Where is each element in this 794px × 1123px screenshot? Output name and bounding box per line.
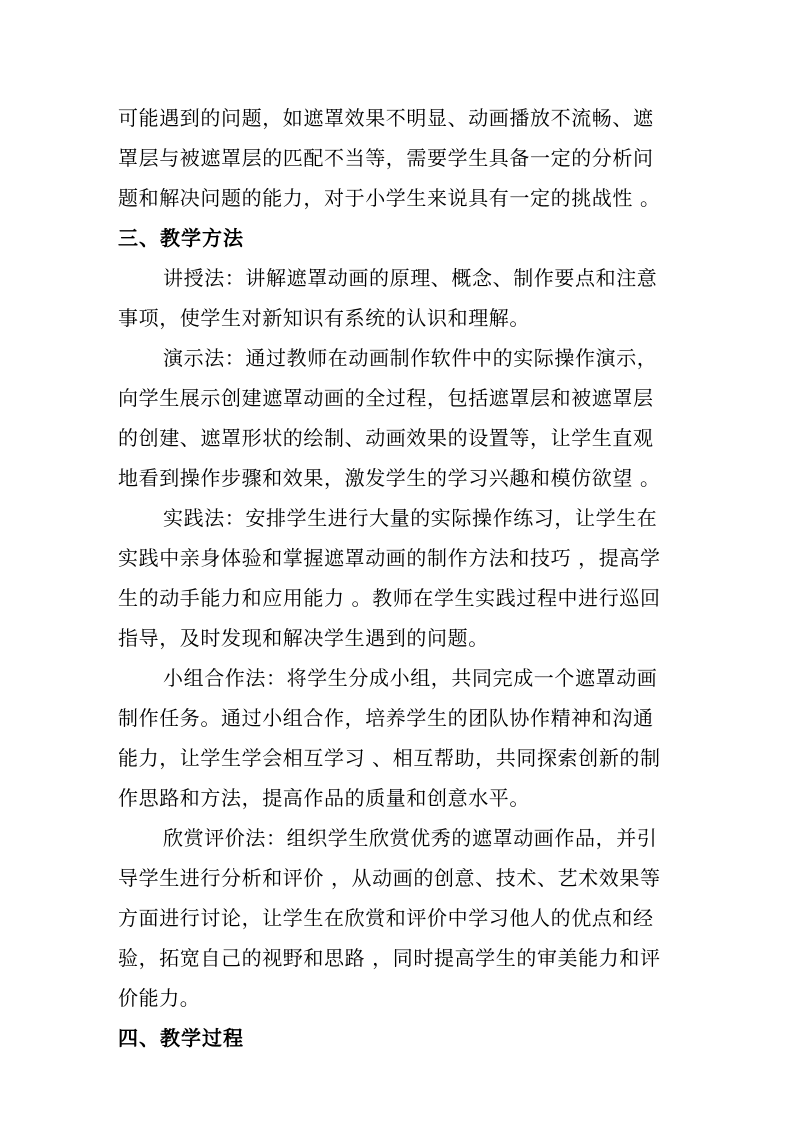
paragraph-line: 价能力。: [118, 986, 201, 1010]
paragraph-line: 向学生展示创建遮罩动画的全过程，包括遮罩层和被遮罩层: [118, 386, 654, 410]
paragraph-line: 的创建、遮罩形状的绘制、动画效果的设置等，让学生直观: [118, 426, 654, 450]
paragraph-line: 可能遇到的问题，如遮罩效果不明显、动画播放不流畅、遮: [118, 106, 654, 130]
paragraph-line: 作思路和方法，提高作品的质量和创意水平。: [118, 786, 530, 810]
paragraph-line: 题和解决问题的能力，对于小学生来说具有一定的挑战性 。: [118, 186, 661, 210]
paragraph-line: 罩层与被遮罩层的匹配不当等，需要学生具备一定的分析问: [118, 146, 654, 170]
paragraph-line: 制作任务。通过小组合作，培养学生的团队协作精神和沟通: [118, 706, 654, 730]
paragraph-line: 实践法：安排学生进行大量的实际操作练习，让学生在: [163, 506, 658, 530]
paragraph-line: 指导，及时发现和解决学生遇到的问题。: [118, 626, 489, 650]
paragraph-line: 演示法：通过教师在动画制作软件中的实际操作演示，: [163, 346, 658, 370]
paragraph-line: 验，拓宽自己的视野和思路 ，同时提高学生的审美能力和评: [118, 946, 661, 970]
paragraph-line: 讲授法：讲解遮罩动画的原理、概念、制作要点和注意: [163, 266, 658, 290]
paragraph-line: 地看到操作步骤和效果，激发学生的学习兴趣和模仿欲望 。: [118, 466, 661, 490]
paragraph-line: 事项，使学生对新知识有系统的认识和理解。: [118, 306, 530, 330]
paragraph-line: 导学生进行分析和评价 ，从动画的创意、技术、艺术效果等: [118, 866, 661, 890]
section-heading-teaching-process: 四、教学过程: [118, 1026, 244, 1050]
paragraph-line: 能力，让学生学会相互学习 、相互帮助，共同探索创新的制: [118, 746, 661, 770]
section-heading-teaching-methods: 三、教学方法: [118, 226, 244, 250]
paragraph-line: 欣赏评价法：组织学生欣赏优秀的遮罩动画作品，并引: [163, 826, 658, 850]
paragraph-line: 小组合作法：将学生分成小组，共同完成一个遮罩动画: [163, 666, 658, 690]
document-body: [118, 98, 678, 1058]
paragraph-line: 方面进行讨论，让学生在欣赏和评价中学习他人的优点和经: [118, 906, 654, 930]
paragraph-line: 实践中亲身体验和掌握遮罩动画的制作方法和技巧 ，提高学: [118, 546, 661, 570]
paragraph-line: 生的动手能力和应用能力 。教师在学生实践过程中进行巡回: [118, 586, 661, 610]
